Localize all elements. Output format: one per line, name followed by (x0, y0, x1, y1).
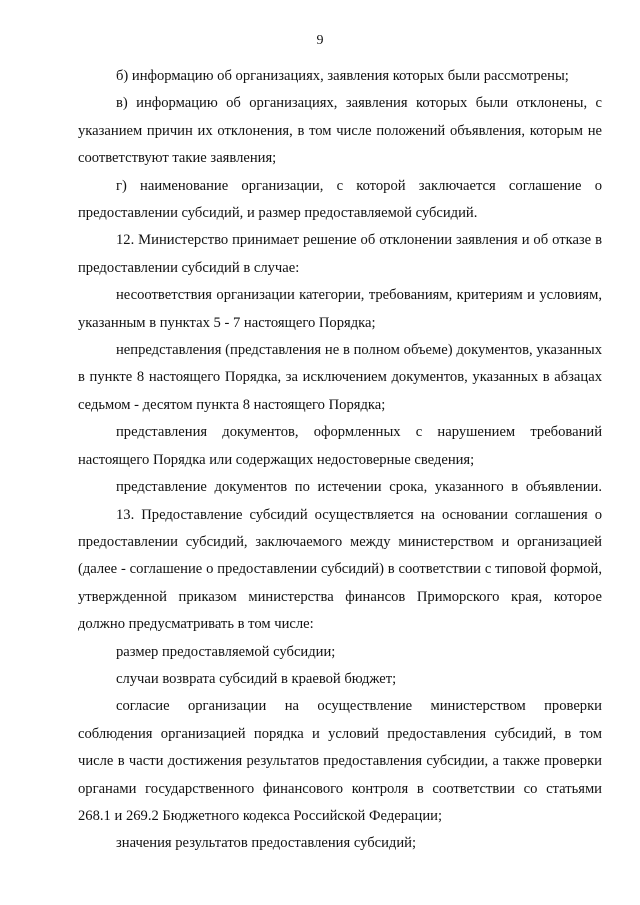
paragraph: представление документов по истечении срока, указанного в объявлении. (116, 479, 602, 496)
paragraph: согласие организации на осуществление министерством проверки соблюдения организацией порядка и условий предоставления субсидий, в том числе в части достижения результатов предоставления субсидии, а также проверки органами государственного финансового контроля в соответствии со статьями 268.1 и 269.2 Бюджетного кодекса Российской Федерации; (78, 698, 602, 824)
paragraph: 13. Предоставление субсидий осуществляется на основании соглашения о предоставлении субсидий, заключаемого между министерством и организацией (далее - соглашение о предоставлении субсидий) в соответствии с типовой формой, утвержденной приказом министерства финансов Приморского края, которое должно предусматривать в том числе: (78, 506, 602, 633)
paragraph: случаи возврата субсидий в краевой бюджет; (116, 670, 397, 687)
page-number: 9 (316, 33, 324, 48)
paragraph: непредставления (представления не в полном объеме) документов, указанных в пункте 8 настоящего Порядка, за исключением документов, указанных в абзацах седьмом - десятом пункта 8 настоящего Порядка; (78, 342, 602, 413)
paragraph: несоответствия организации категории, требованиям, критериям и условиям, указанным в пунктах 5 - 7 настоящего Порядка; (78, 287, 602, 331)
paragraph: размер предоставляемой субсидии; (116, 643, 336, 660)
paragraph: 12. Министерство принимает решение об отклонении заявления и об отказе в предоставлении субсидий в случае: (78, 232, 602, 276)
paragraph: б) информацию об организациях, заявления которых были рассмотрены; (116, 68, 569, 84)
document-body (78, 63, 602, 858)
paragraph: значения результатов предоставления субсидий; (116, 835, 417, 852)
paragraph: г) наименование организации, с которой заключается соглашение о предоставлении субсидий, и размер предоставляемой субсидий. (78, 177, 602, 222)
paragraph: в) информацию об организациях, заявления которых были отклонены, с указанием причин их отклонения, в том числе положений объявления, которым не соответствуют такие заявления; (78, 95, 602, 167)
paragraph: представления документов, оформленных с нарушением требований настоящего Порядка или содержащих недостоверные сведения; (78, 424, 602, 468)
